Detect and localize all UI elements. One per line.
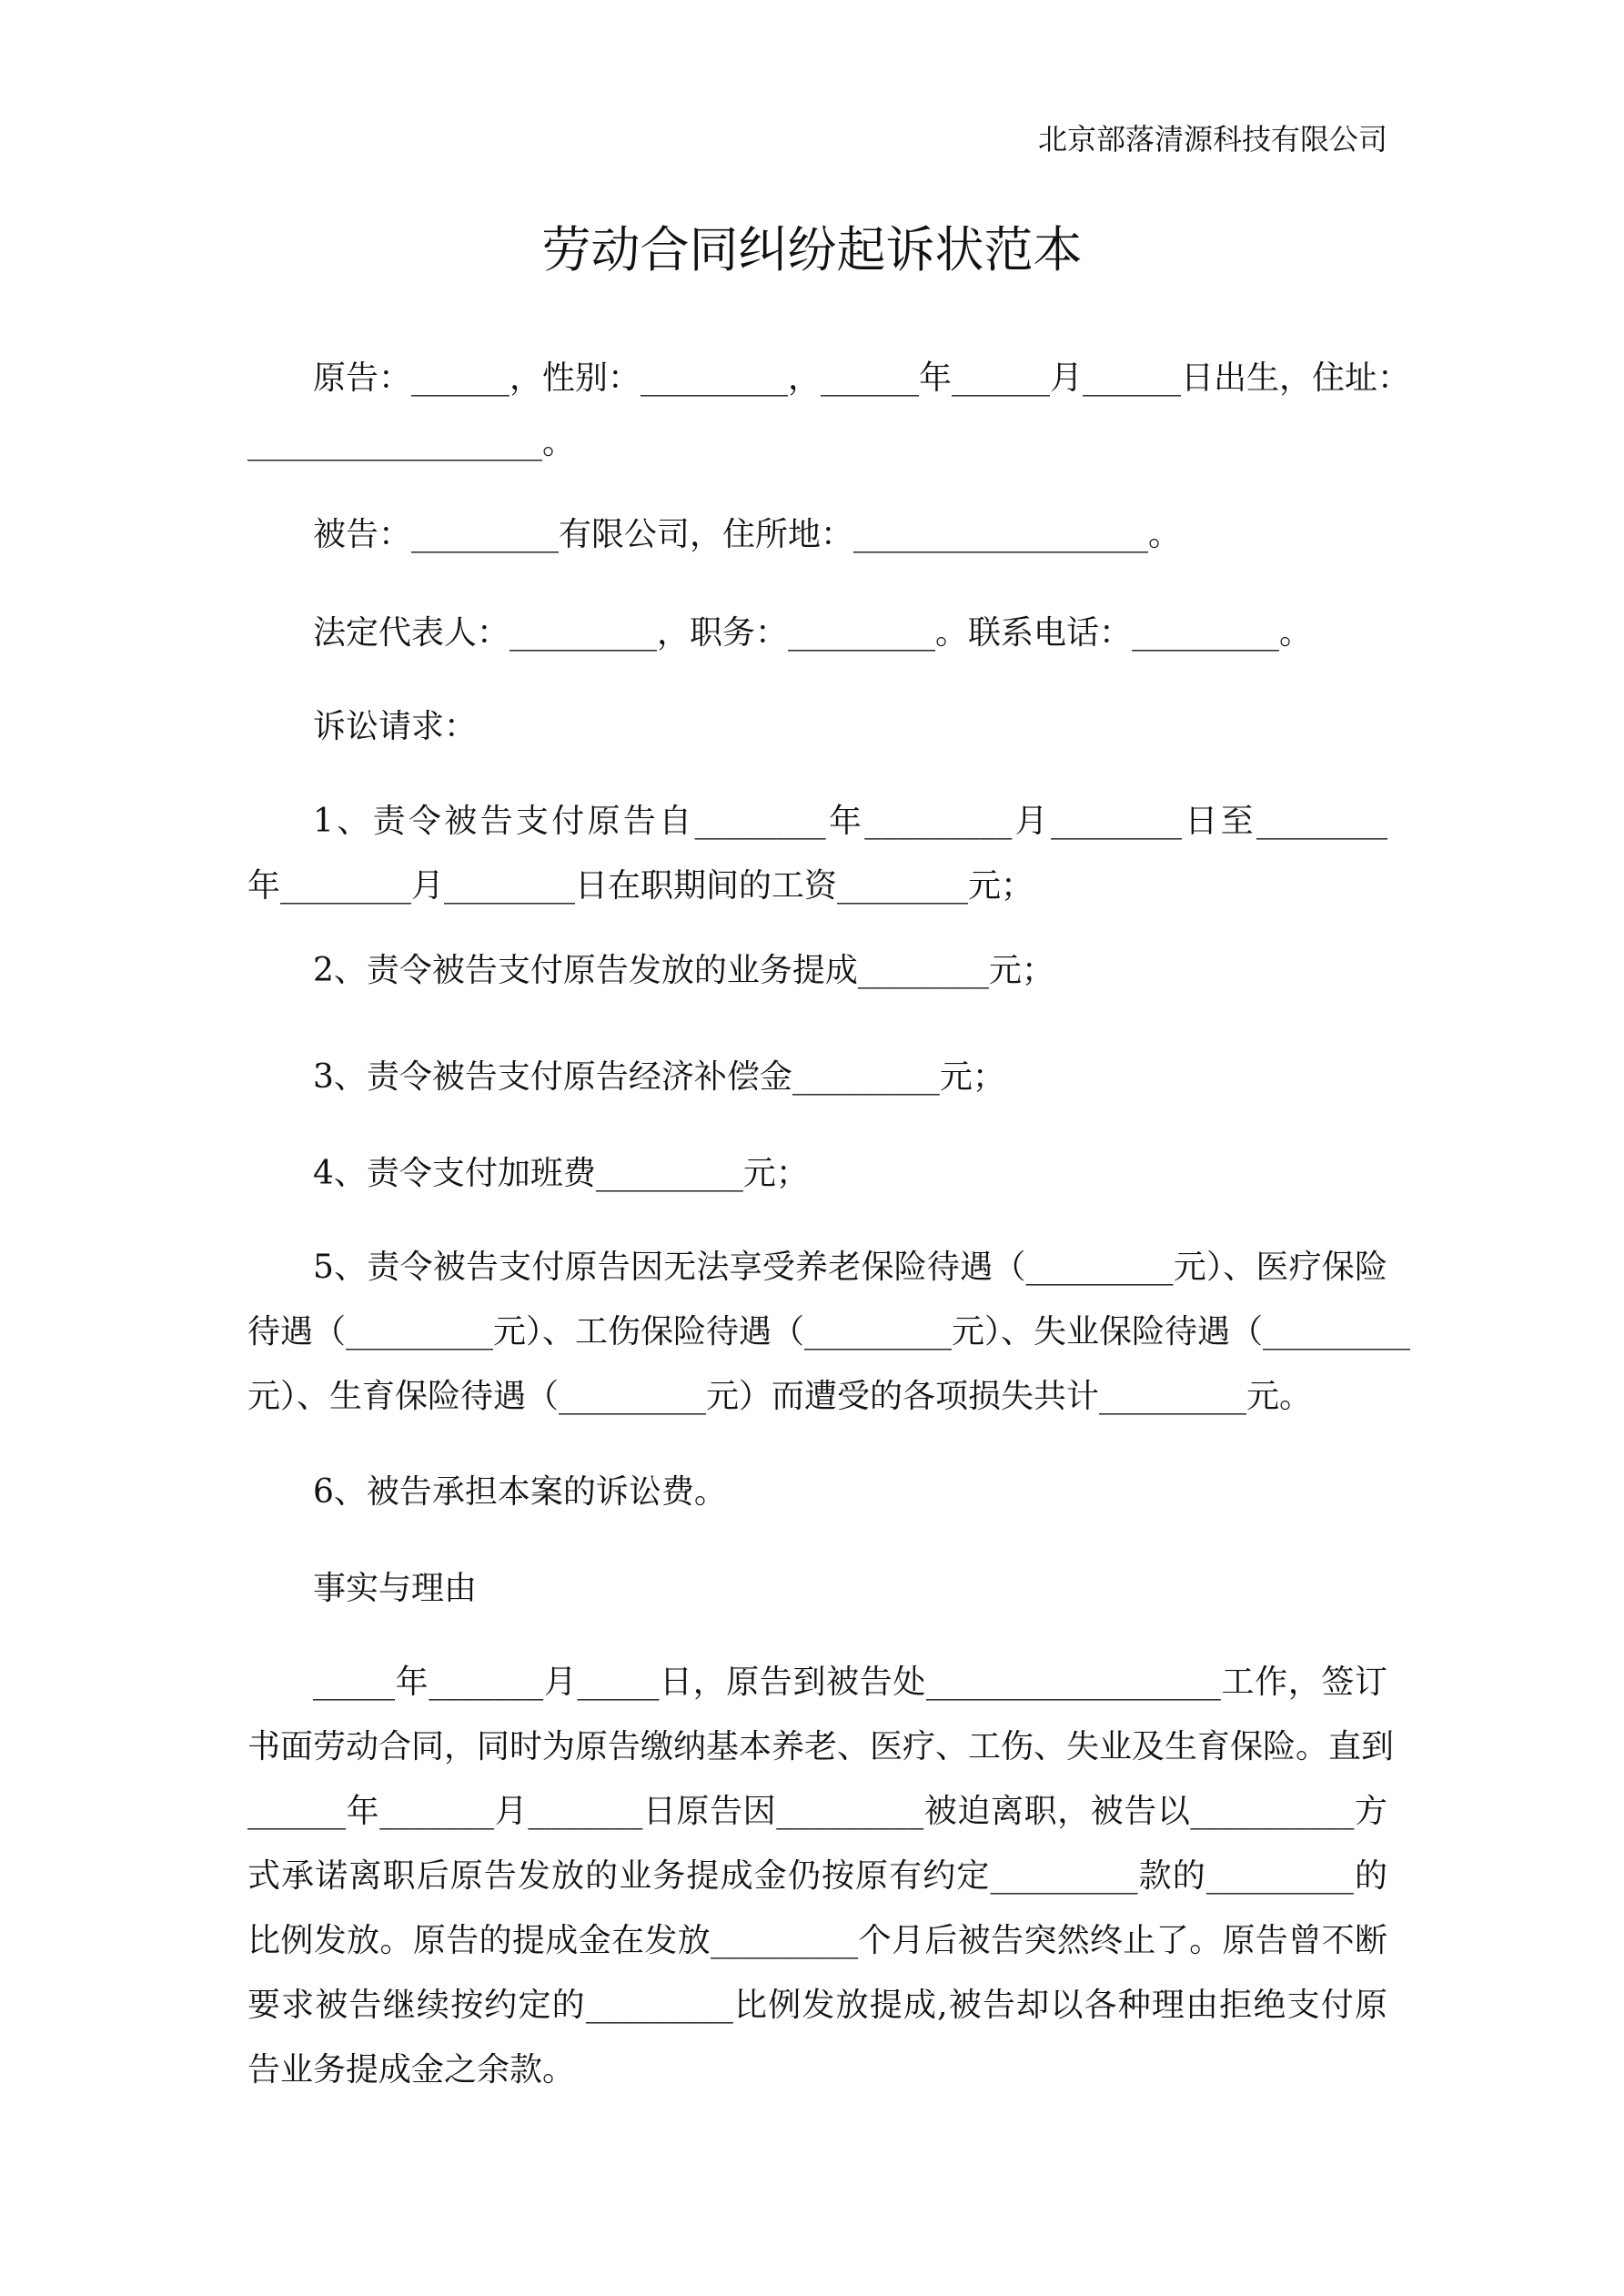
paragraph — [247, 1460, 1387, 1524]
text-line: 被告：_________有限公司，住所地：__________________。 — [313, 516, 1182, 553]
text-line: 3、责令被告支付原告经济补偿金_________元； — [313, 1058, 1005, 1096]
document-title: 劳动合同纠纷起诉状范本 — [541, 221, 1083, 278]
text-line: 诉讼请求： — [313, 708, 478, 745]
text-line: 要求被告继续按约定的_________比例发放提成,被告却以各种理由拒绝支付原 — [247, 1987, 1387, 2024]
text-line: 待遇（_________元）、工伤保险待遇（_________元）、失业保险待遇（_________ — [247, 1313, 1411, 1350]
text-line: 4、责令支付加班费_________元； — [313, 1155, 809, 1192]
paragraph — [247, 938, 1387, 1003]
text-line: 2、责令被告支付原告发放的业务提成________元； — [313, 952, 1054, 989]
text-line: 书面劳动合同，同时为原告缴纳基本养老、医疗、工伤、失业及生育保险。直到 — [247, 1728, 1395, 1765]
text-line: 5、责令被告支付原告因无法享受养老保险待遇（_________元）、医疗保险 — [313, 1249, 1387, 1286]
company-header: 北京部落清源科技有限公司 — [1037, 122, 1387, 157]
paragraph — [247, 1235, 1411, 1429]
text-line: 原告：______，性别：_________，______年______月______日出生，住址： — [313, 359, 1411, 397]
text-line: 事实与理由 — [313, 1570, 478, 1607]
paragraph — [247, 1650, 1395, 2102]
text-line: _____年_______月_____日，原告到被告处__________________工作，签订 — [313, 1664, 1387, 1701]
paragraph — [247, 789, 1387, 918]
text-line: 元）、生育保险待遇（_________元）而遭受的各项损失共计_________元。 — [247, 1378, 1313, 1415]
text-line: 告业务提成金之余款。 — [247, 2051, 576, 2089]
text-line: ______年_______月_______日原告因_________被迫离职，被告以__________方 — [247, 1793, 1387, 1830]
text-line: 法定代表人：_________，职务：_________。联系电话：_________。 — [313, 614, 1313, 652]
text-line: 比例发放。原告的提成金在发放_________个月后被告突然终止了。原告曾不断 — [247, 1922, 1387, 1959]
paragraph — [247, 502, 1387, 567]
text-line: __________________。 — [247, 424, 575, 461]
paragraph — [247, 601, 1387, 665]
paragraph — [247, 1556, 1387, 1621]
text-line: 年________月________日在职期间的工资________元； — [247, 867, 1034, 905]
paragraph — [247, 1045, 1387, 1109]
text-line: 式承诺离职后原告发放的业务提成金仍按原有约定_________款的_________的 — [247, 1857, 1387, 1895]
paragraph — [247, 346, 1411, 475]
text-line: 1、责令被告支付原告自________年_________月________日至________ — [313, 803, 1387, 840]
paragraph — [247, 1141, 1387, 1206]
paragraph — [247, 694, 1387, 759]
text-line: 6、被告承担本案的诉讼费。 — [313, 1473, 727, 1511]
